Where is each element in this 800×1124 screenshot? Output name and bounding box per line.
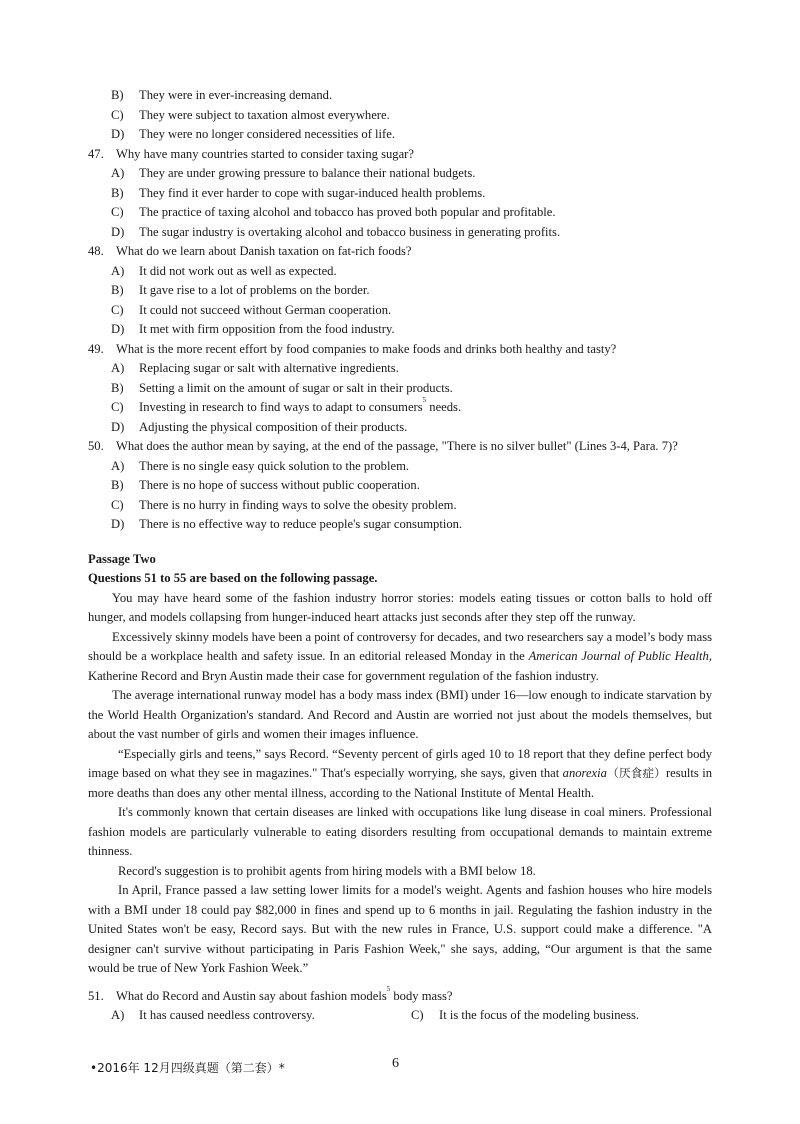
q50-option-d: D) There is no effective way to reduce people's sugar consumption.	[111, 517, 463, 531]
q50-option-a: A) There is no single easy quick solution to the problem.	[111, 458, 410, 473]
passage-title: Passage Two	[88, 551, 156, 566]
q51-option-c: C) It is the focus of the modeling business.	[411, 1008, 640, 1022]
q47-option-b: B) They find it ever harder to cope with sugar-induced health problems.	[111, 185, 486, 200]
question-48: 48. What do we learn about Danish taxation on fat-rich foods?	[88, 244, 412, 258]
passage-paragraph-5: It's commonly known that certain diseases are linked with occupations like lung disease in coal miners. Professional fashion models are particularly vulnerable to eating disorders resulting from occupational demands to maintain extreme thinness.	[88, 805, 712, 858]
q49-option-b: B) Setting a limit on the amount of sugar or salt in their products.	[111, 380, 453, 395]
q48-option-a: A) It did not work out as well as expected.	[111, 263, 337, 278]
passage-paragraph-4: “Especially girls and teens,” says Record. “Seventy percent of girls aged 10 to 18 report that they define perfect body image based on what they see in magazines." That's especially worrying, she says, given that anorexia（厌食症）results in more deaths than does any other mental illness, according to the National Institute of Mental Health.	[88, 746, 713, 800]
q48-option-d: D) It met with firm opposition from the food industry.	[111, 322, 395, 336]
q49-option-a: A) Replacing sugar or salt with alternative ingredients.	[111, 361, 399, 375]
q46-option-d: D) They were no longer considered necessities of life.	[111, 127, 395, 141]
passage-instructions: Questions 51 to 55 are based on the following passage.	[88, 571, 378, 585]
q50-option-b: B) There is no hope of success without public cooperation.	[111, 478, 420, 492]
spacer	[88, 535, 712, 550]
q46-option-c: C) They were subject to taxation almost everywhere.	[111, 107, 390, 122]
q47-option-d: D) The sugar industry is overtaking alcohol and tobacco business in generating profits.	[111, 224, 561, 239]
passage-paragraph-6: Record's suggestion is to prohibit agents from hiring models with a BMI below 18.	[118, 863, 536, 878]
q51-option-a: A) It has caused needless controversy.	[111, 1008, 315, 1022]
page-number: 6	[392, 1056, 399, 1071]
question-47: 47. Why have many countries started to consider taxing sugar?	[88, 146, 414, 161]
q46-option-b: B) They were in ever-increasing demand.	[111, 88, 333, 102]
anorexia-gloss: （厌食症）	[606, 766, 666, 780]
q48-option-c: C) It could not succeed without German cooperation.	[111, 302, 392, 317]
q51-options-row	[88, 1006, 712, 1026]
question-49: 49. What is the more recent effort by food companies to make foods and drinks both healthy and tasty?	[88, 341, 617, 356]
q50-option-c: C) There is no hurry in finding ways to solve the obesity problem.	[111, 497, 457, 512]
q47-option-a: A) They are under growing pressure to balance their national budgets.	[111, 166, 476, 180]
passage-paragraph-7: In April, France passed a law setting lower limits for a model's weight. Agents and fashion houses who hire models with a BMI under 18 could pay $82,000 in fines and spend up to 6 months in jail. Regulating the fashion industry in the United States won't be easy, Record says. But with the new rules in France, U.S. support could make a difference. "A designer can't survive without participating in Paris Fashion Week," she says, adding, “Our argument is that the same would be true of New York Fashion Week.”	[88, 883, 712, 975]
footer-exam-label: •2016年 12月四级真题（第二套）*	[90, 1061, 285, 1075]
passage-paragraph-2: Excessively skinny models have been a point of controversy for decades, and two researchers say a model’s body mass should be a workplace health and safety issue. In an editorial released Monday in the American Journal of Public Health, Katherine Record and Bryn Austin made their case for government regulation of the fashion industry.	[88, 629, 712, 683]
q47-option-c: C) The practice of taxing alcohol and tobacco has proved both popular and profitable.	[111, 205, 556, 219]
page-content	[88, 86, 712, 1026]
passage-paragraph-1: You may have heard some of the fashion industry horror stories: models eating tissues or cotton balls to hold off hunger, and models collapsing from hunger-induced heart attacks just seconds after they step off the runway.	[88, 590, 712, 624]
passage-paragraph-3: The average international runway model has a body mass index (BMI) under 16—low enough to indicate starvation by the World Health Organization's standard. And Record and Austin are worried not just about the models themselves, but about the vast number of girls and women their images influence.	[88, 688, 712, 741]
q49-option-c: C) Investing in research to find ways to adapt to consumers$^5$ needs.	[111, 396, 462, 414]
question-51: 51. What do Record and Austin say about fashion models$^5$ body mass?	[88, 984, 453, 1003]
anorexia-term: anorexia	[562, 766, 607, 780]
q48-option-b: B) It gave rise to a lot of problems on the border.	[111, 283, 370, 297]
spacer	[88, 979, 712, 987]
q49-option-d: D) Adjusting the physical composition of their products.	[111, 419, 408, 434]
journal-title: American Journal of Public Health,	[528, 649, 712, 663]
question-50: 50. What does the author mean by saying, at the end of the passage, "There is no silver bullet" (Lines 3-4, Para. 7)?	[88, 439, 678, 453]
